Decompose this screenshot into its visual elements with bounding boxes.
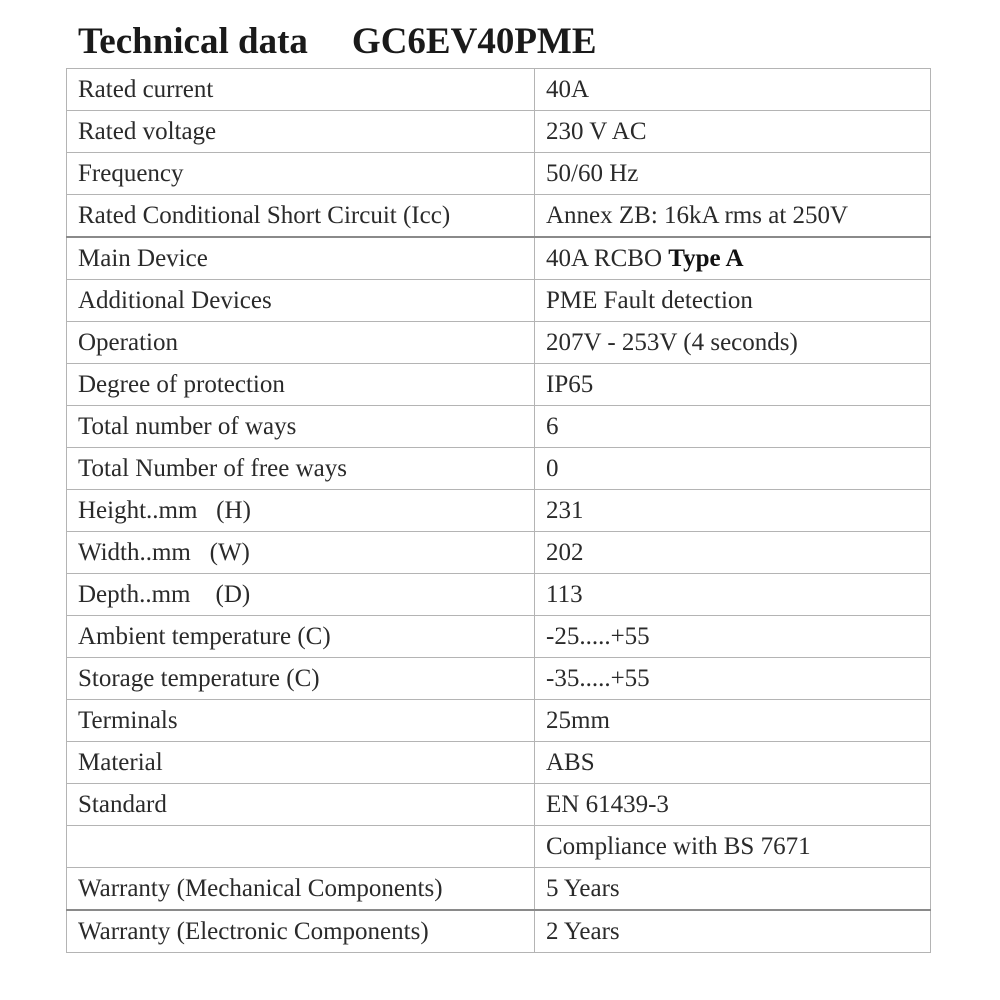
row-value: IP65 bbox=[535, 364, 931, 406]
row-value: 230 V AC bbox=[535, 111, 931, 153]
table-row bbox=[67, 616, 931, 658]
row-label bbox=[67, 826, 535, 868]
table-row bbox=[67, 322, 931, 364]
row-label: Rated voltage bbox=[67, 111, 535, 153]
table-row bbox=[67, 574, 931, 616]
row-value: 231 bbox=[535, 490, 931, 532]
row-label: Additional Devices bbox=[67, 280, 535, 322]
row-label: Frequency bbox=[67, 153, 535, 195]
row-value: ABS bbox=[535, 742, 931, 784]
main-device-text: 40A RCBO bbox=[546, 245, 669, 272]
row-label: Width..mm (W) bbox=[67, 532, 535, 574]
row-value: -35.....+55 bbox=[535, 658, 931, 700]
row-label: Height..mm (H) bbox=[67, 490, 535, 532]
table-row bbox=[67, 910, 931, 953]
row-value: 50/60 Hz bbox=[535, 153, 931, 195]
table-row bbox=[67, 69, 931, 111]
row-label: Total number of ways bbox=[67, 406, 535, 448]
row-value: 2 Years bbox=[535, 910, 931, 953]
row-value: Compliance with BS 7671 bbox=[535, 826, 931, 868]
table-row bbox=[67, 111, 931, 153]
row-value: 6 bbox=[535, 406, 931, 448]
table-row bbox=[67, 364, 931, 406]
table-row bbox=[67, 532, 931, 574]
row-label: Material bbox=[67, 742, 535, 784]
row-value: 113 bbox=[535, 574, 931, 616]
row-value: PME Fault detection bbox=[535, 280, 931, 322]
row-label: Rated Conditional Short Circuit (Icc) bbox=[67, 195, 535, 238]
title-text: Technical data bbox=[78, 21, 308, 62]
table-row bbox=[67, 448, 931, 490]
row-value: 202 bbox=[535, 532, 931, 574]
row-value: Annex ZB: 16kA rms at 250V bbox=[535, 195, 931, 238]
row-value: 207V - 253V (4 seconds) bbox=[535, 322, 931, 364]
row-label: Terminals bbox=[67, 700, 535, 742]
table-row bbox=[67, 195, 931, 238]
table-row bbox=[67, 406, 931, 448]
table-row bbox=[67, 742, 931, 784]
table-row bbox=[67, 826, 931, 868]
table-row bbox=[67, 237, 931, 280]
main-device-type: Type A bbox=[668, 245, 744, 272]
row-label: Ambient temperature (C) bbox=[67, 616, 535, 658]
row-value: 25mm bbox=[535, 700, 931, 742]
table-row bbox=[67, 153, 931, 195]
table-row bbox=[67, 658, 931, 700]
row-label: Storage temperature (C) bbox=[67, 658, 535, 700]
table-row bbox=[67, 490, 931, 532]
page-title bbox=[78, 18, 597, 66]
model-number: GC6EV40PME bbox=[351, 21, 597, 62]
row-label: Operation bbox=[67, 322, 535, 364]
table-row bbox=[67, 784, 931, 826]
row-label: Rated current bbox=[67, 69, 535, 111]
row-value: 0 bbox=[535, 448, 931, 490]
row-label: Depth..mm (D) bbox=[67, 574, 535, 616]
row-label: Main Device bbox=[67, 237, 535, 280]
row-value: 40A bbox=[535, 69, 931, 111]
row-value: EN 61439-3 bbox=[535, 784, 931, 826]
technical-data-table bbox=[66, 68, 931, 953]
row-label: Standard bbox=[67, 784, 535, 826]
table-row bbox=[67, 700, 931, 742]
row-label: Degree of protection bbox=[67, 364, 535, 406]
table-row bbox=[67, 280, 931, 322]
row-value bbox=[535, 237, 931, 280]
row-value: 5 Years bbox=[535, 868, 931, 911]
row-value: -25.....+55 bbox=[535, 616, 931, 658]
row-label: Warranty (Mechanical Components) bbox=[67, 868, 535, 911]
row-label: Warranty (Electronic Components) bbox=[67, 910, 535, 953]
table-row bbox=[67, 868, 931, 911]
row-label: Total Number of free ways bbox=[67, 448, 535, 490]
